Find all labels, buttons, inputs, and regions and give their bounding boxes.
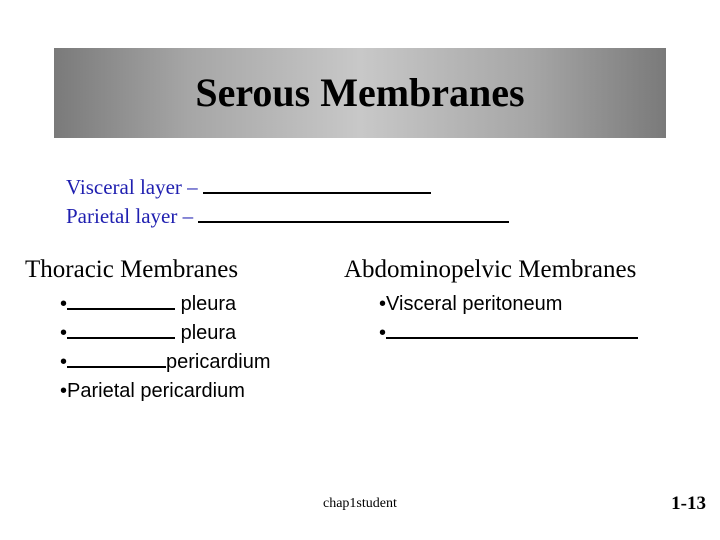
slide-title: Serous Membranes xyxy=(195,70,525,115)
visceral-layer-blank xyxy=(203,174,431,194)
answer-blank xyxy=(386,319,638,339)
parietal-layer-label: Parietal layer – xyxy=(66,204,199,228)
thoracic-heading: Thoracic Membranes xyxy=(25,256,239,283)
parietal-layer-blank xyxy=(198,203,509,223)
answer-blank xyxy=(67,319,175,339)
bullet-icon: • xyxy=(60,380,68,402)
bullet-icon: • xyxy=(60,322,68,344)
list-item-text: Parietal pericardium xyxy=(67,380,245,402)
layer-definitions xyxy=(66,173,509,231)
visceral-layer-line xyxy=(66,173,509,202)
bullet-icon: • xyxy=(379,293,387,315)
list-item xyxy=(379,319,638,348)
bullet-icon: • xyxy=(60,293,68,315)
visceral-layer-label: Visceral layer – xyxy=(66,175,203,199)
list-item xyxy=(60,319,271,348)
answer-blank xyxy=(67,290,175,310)
list-item-text: Visceral peritoneum xyxy=(386,293,563,315)
list-item xyxy=(379,290,638,319)
bullet-icon: • xyxy=(60,351,68,373)
list-item xyxy=(60,377,271,406)
list-item-text: pleura xyxy=(180,293,237,315)
answer-blank xyxy=(67,348,166,368)
thoracic-list xyxy=(60,290,271,406)
title-banner xyxy=(54,48,666,138)
list-item-text: pleura xyxy=(180,322,237,344)
list-item xyxy=(60,348,271,377)
list-item-text: pericardium xyxy=(166,351,271,373)
parietal-layer-line xyxy=(66,202,509,231)
footer-label: chap1student xyxy=(323,496,397,511)
abdominopelvic-heading: Abdominopelvic Membranes xyxy=(344,256,637,283)
page-number: 1-13 xyxy=(671,493,706,514)
bullet-icon: • xyxy=(379,322,387,344)
list-item xyxy=(60,290,271,319)
abdominopelvic-list xyxy=(379,290,638,348)
